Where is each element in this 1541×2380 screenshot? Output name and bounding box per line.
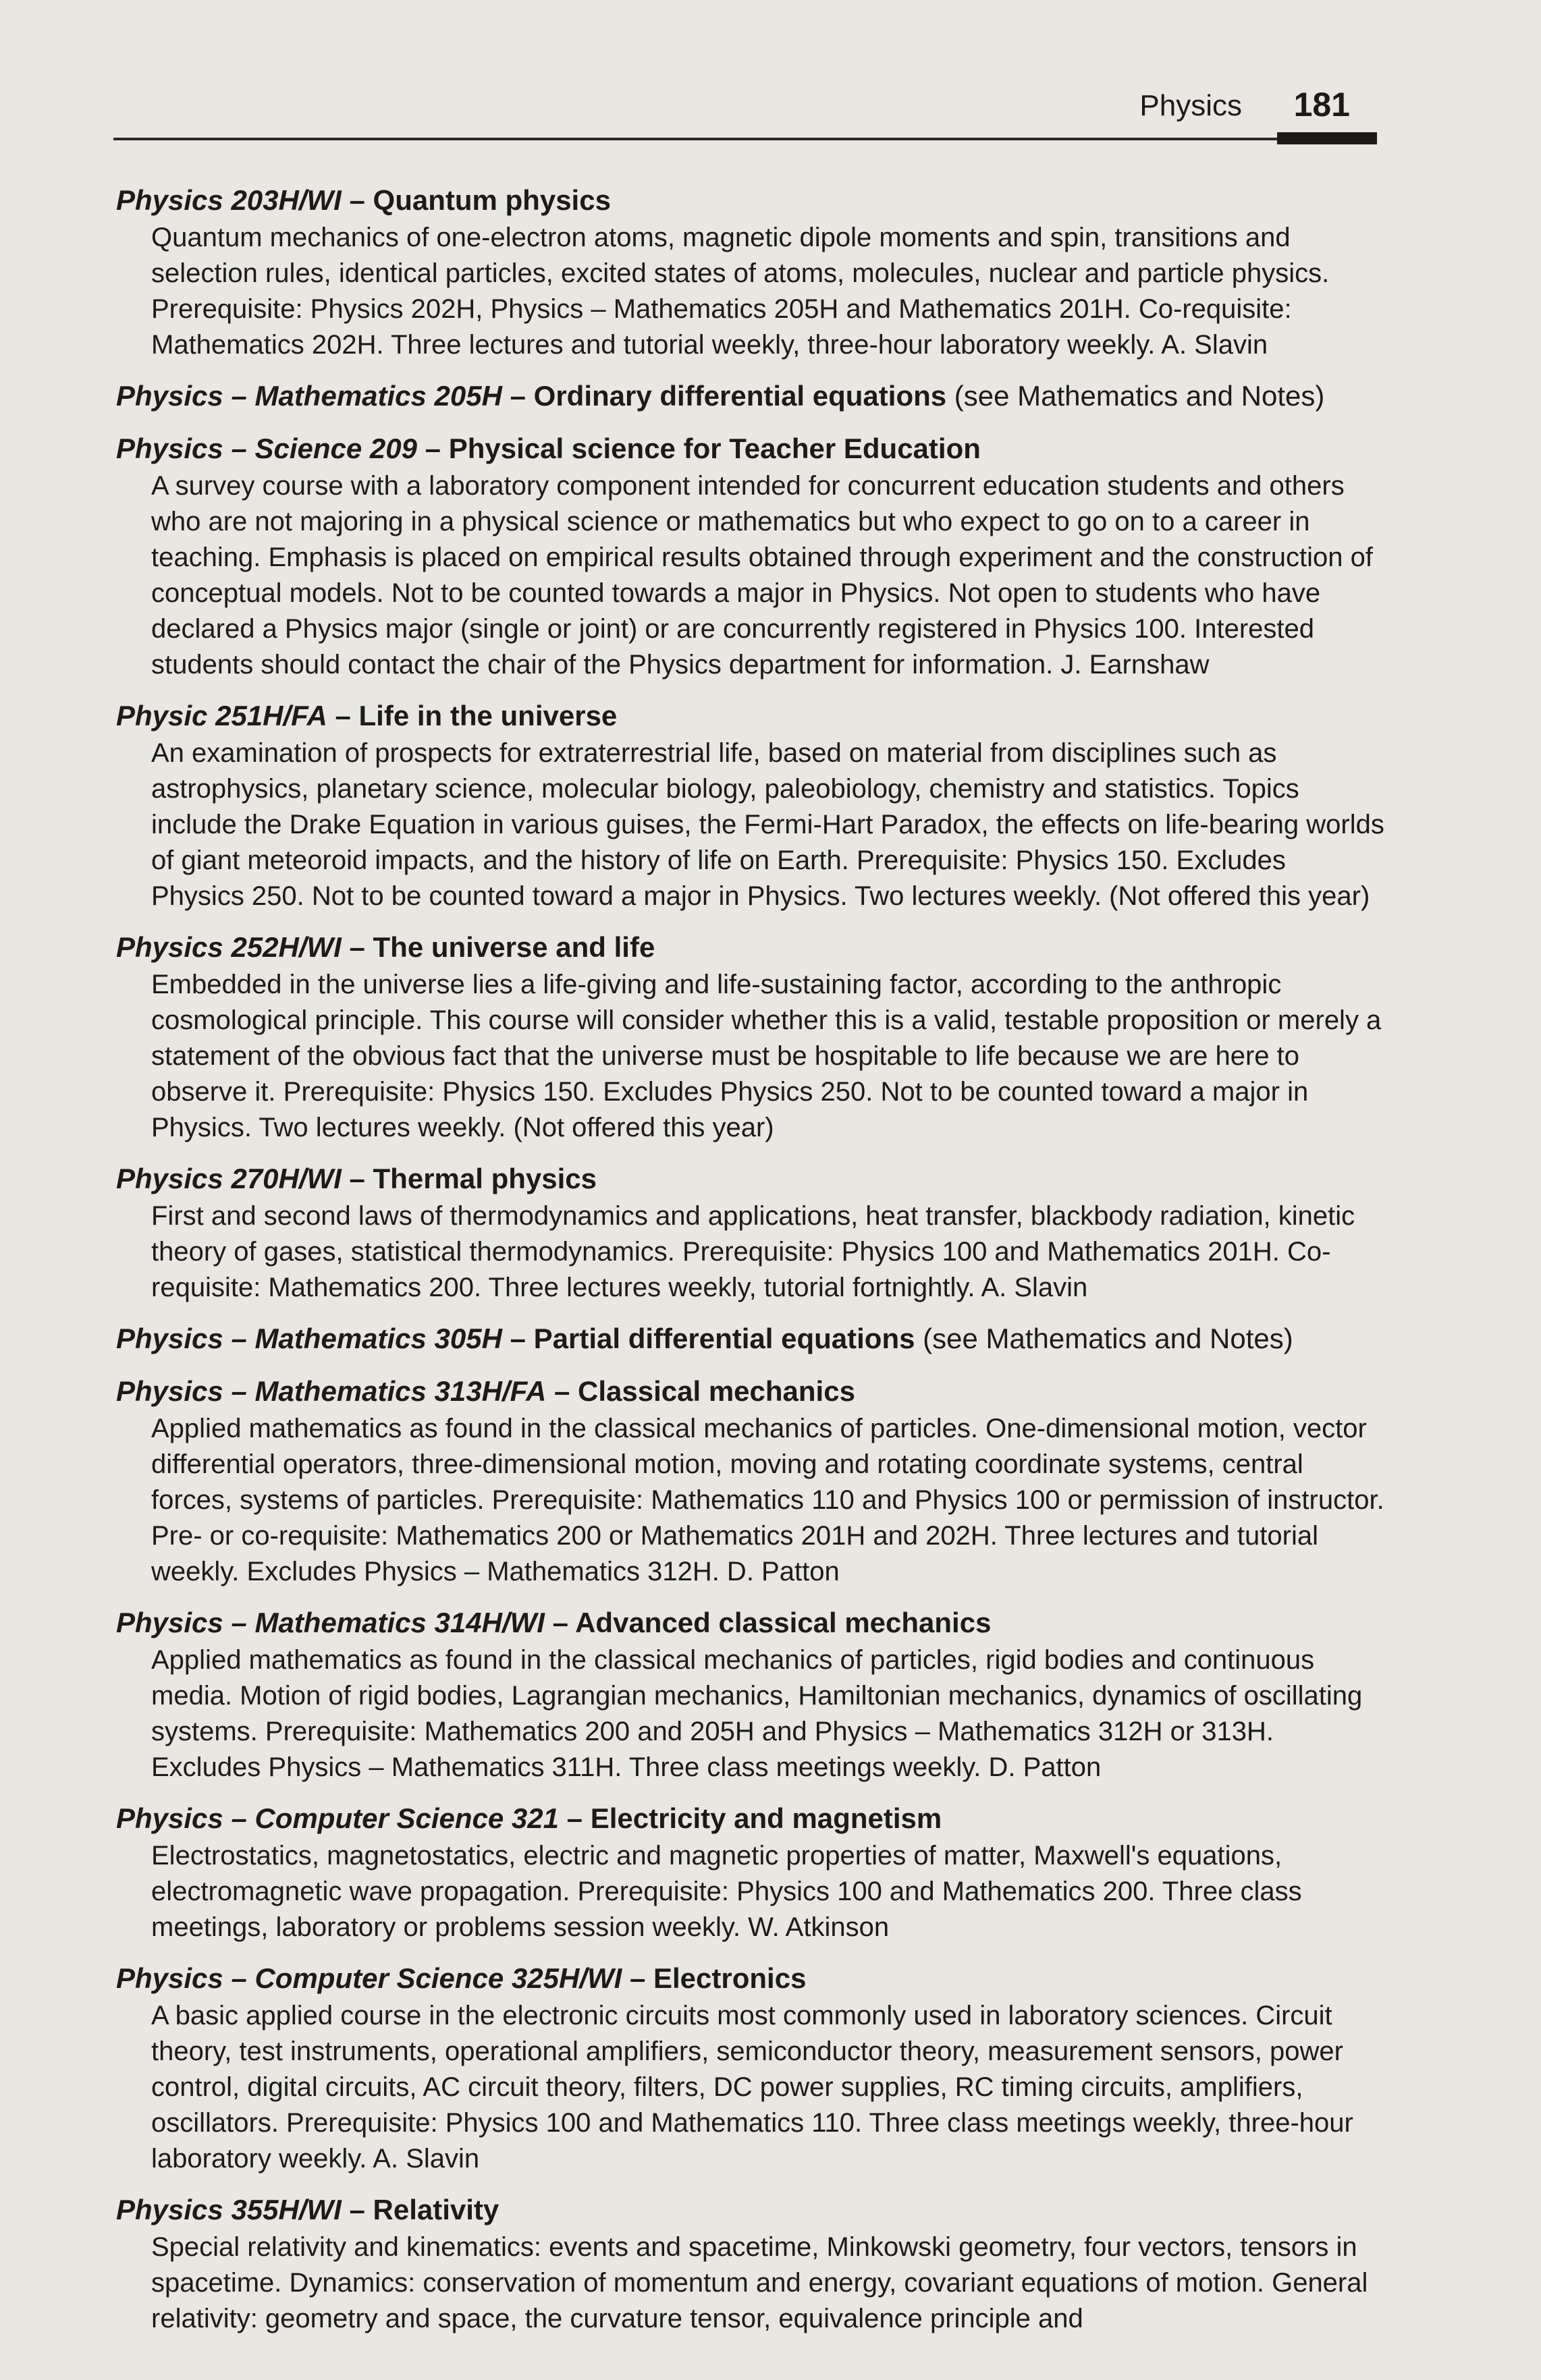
course-entry	[116, 181, 1385, 363]
course-heading: Physics – Mathematics 314H/WI – Advanced classical mechanics	[116, 1607, 992, 1638]
course-code: Physics – Computer Science 325H/WI	[116, 1962, 622, 1994]
course-code: Physics 203H/WI	[116, 184, 342, 216]
course-heading: Physics 203H/WI – Quantum physics	[116, 184, 611, 216]
course-title: Life in the universe	[358, 700, 618, 731]
course-code: Physics – Mathematics 314H/WI	[116, 1607, 545, 1638]
course-title: Advanced classical mechanics	[575, 1607, 992, 1638]
course-heading: Physic 251H/FA – Life in the universe	[116, 700, 618, 731]
course-heading: Physics – Mathematics 205H – Ordinary differential equations (see Mathematics and Notes)	[116, 380, 1325, 412]
course-heading: Physics 355H/WI – Relativity	[116, 2194, 499, 2225]
course-description: A basic applied course in the electronic circuits most commonly used in laboratory sciences. Circuit theory, test instruments, operational amplifiers, semiconductor theory, measurement sensors, power control, digital circuits, AC circuit theory, filters, DC power supplies, RC timing circuits, amplifiers, oscillators. Prerequisite: Physics 100 and Mathematics 110. Three class meetings weekly, three-hour laboratory weekly. A. Slavin	[151, 2001, 1353, 2174]
course-title: Partial differential equations	[533, 1323, 915, 1354]
course-title: Classical mechanics	[578, 1375, 855, 1407]
course-description: An examination of prospects for extraterrestrial life, based on material from disciplines such as astrophysics, planetary science, molecular biology, paleobiology, chemistry and statistics. Topics include the Drake Equation in various guises, the Fermi-Hart Paradox, the effects on life-bearing worlds of giant meteoroid impacts, and the history of life on Earth. Prerequisite: Physics 150. Excludes Physics 250. Not to be counted toward a major in Physics. Two lectures weekly. (Not offered this year)	[151, 738, 1384, 911]
course-code: Physics 355H/WI	[116, 2194, 342, 2225]
course-entry	[116, 928, 1385, 1146]
course-entry	[116, 1603, 1385, 1786]
course-entry	[116, 2190, 1385, 2337]
course-title: Physical science for Teacher Education	[448, 433, 981, 464]
course-listings	[116, 181, 1385, 2350]
course-heading: Physics – Computer Science 325H/WI – Electronics	[116, 1962, 807, 1994]
running-head-section: Physics	[1139, 89, 1242, 122]
course-title: Relativity	[373, 2194, 499, 2225]
course-heading: Physics – Mathematics 305H – Partial differential equations (see Mathematics and Notes)	[116, 1323, 1293, 1354]
course-title: Quantum physics	[373, 184, 611, 216]
header-rule	[113, 138, 1377, 140]
course-title: Thermal physics	[373, 1163, 597, 1194]
course-entry	[116, 429, 1385, 683]
course-heading: Physics 270H/WI – Thermal physics	[116, 1163, 597, 1194]
course-entry	[116, 1319, 1385, 1358]
course-code: Physics 252H/WI	[116, 931, 342, 963]
course-code: Physics – Mathematics 305H	[116, 1323, 502, 1354]
course-entry	[116, 377, 1385, 416]
course-note: (see Mathematics and Notes)	[923, 1323, 1293, 1354]
course-code: Physics – Computer Science 321	[116, 1802, 559, 1834]
course-description: A survey course with a laboratory component intended for concurrent education students and others who are not majoring in a physical science or mathematics but who expect to go on to a career in teaching. Emphasis is placed on empirical results obtained through experiment and the construction of conceptual models. Not to be counted towards a major in Physics. Not open to students who have declared a Physics major (single or joint) or are concurrently registered in Physics 100. Interested students should contact the chair of the Physics department for information. J. Earnshaw	[151, 471, 1373, 680]
course-heading: Physics – Mathematics 313H/FA – Classical mechanics	[116, 1375, 855, 1407]
course-description: Applied mathematics as found in the classical mechanics of particles. One-dimensional motion, vector differential operators, three-dimensional motion, moving and rotating coordinate systems, central forces, systems of particles. Prerequisite: Mathematics 110 and Physics 100 or permission of instructor. Pre- or co-requisite: Mathematics 200 or Mathematics 201H and 202H. Three lectures and tutorial weekly. Excludes Physics – Mathematics 312H. D. Patton	[151, 1414, 1384, 1586]
page-number: 181	[1293, 86, 1350, 123]
course-description: Electrostatics, magnetostatics, electric and magnetic properties of matter, Maxwell's equations, electromagnetic wave propagation. Prerequisite: Physics 100 and Mathematics 200. Three class meetings, laboratory or problems session weekly. W. Atkinson	[151, 1841, 1302, 1942]
course-entry	[116, 1372, 1385, 1590]
course-entry	[116, 696, 1385, 914]
course-heading: Physics – Computer Science 321 – Electricity and magnetism	[116, 1802, 942, 1834]
course-description: Quantum mechanics of one-electron atoms, magnetic dipole moments and spin, transitions and selection rules, identical particles, excited states of atoms, molecules, nuclear and particle physics. Prerequisite: Physics 202H, Physics – Mathematics 205H and Mathematics 201H. Co-requisite: Mathematics 202H. Three lectures and tutorial weekly, three-hour laboratory weekly. A. Slavin	[151, 223, 1330, 360]
course-entry	[116, 1159, 1385, 1306]
course-heading: Physics 252H/WI – The universe and life	[116, 931, 655, 963]
course-description: Embedded in the universe lies a life-giving and life-sustaining factor, according to the anthropic cosmological principle. This course will consider whether this is a valid, testable proposition or merely a statement of the obvious fact that the universe must be hospitable to life because we are here to observe it. Prerequisite: Physics 150. Excludes Physics 250. Not to be counted toward a major in Physics. Two lectures weekly. (Not offered this year)	[151, 970, 1382, 1142]
course-code: Physics – Mathematics 205H	[116, 380, 502, 412]
course-code: Physics – Mathematics 313H/FA	[116, 1375, 547, 1407]
course-title: The universe and life	[373, 931, 655, 963]
header-bar	[1277, 132, 1377, 144]
course-code: Physics 270H/WI	[116, 1163, 342, 1194]
course-description: Applied mathematics as found in the classical mechanics of particles, rigid bodies and continuous media. Motion of rigid bodies, Lagrangian mechanics, Hamiltonian mechanics, dynamics of oscillating systems. Prerequisite: Mathematics 200 and 205H and Physics – Mathematics 312H or 313H. Excludes Physics – Mathematics 311H. Three class meetings weekly. D. Patton	[151, 1645, 1363, 1782]
course-entry	[116, 1799, 1385, 1945]
course-description: First and second laws of thermodynamics and applications, heat transfer, blackbody radiation, kinetic theory of gases, statistical thermodynamics. Prerequisite: Physics 100 and Mathematics 201H. Co-requisite: Mathematics 200. Three lectures weekly, tutorial fortnightly. A. Slavin	[151, 1201, 1355, 1302]
course-entry	[116, 1959, 1385, 2177]
course-code: Physic 251H/FA	[116, 700, 327, 731]
course-title: Electricity and magnetism	[590, 1802, 942, 1834]
page-header	[113, 76, 1377, 143]
course-description: Special relativity and kinematics: events and spacetime, Minkowski geometry, four vectors, tensors in spacetime. Dynamics: conservation of momentum and energy, covariant equations of motion. General relativity: geometry and space, the curvature tensor, equivalence principle and	[151, 2232, 1368, 2333]
course-heading: Physics – Science 209 – Physical science for Teacher Education	[116, 433, 981, 464]
course-note: (see Mathematics and Notes)	[954, 380, 1325, 412]
course-code: Physics – Science 209	[116, 433, 417, 464]
course-title: Ordinary differential equations	[533, 380, 947, 412]
course-title: Electronics	[653, 1962, 807, 1994]
